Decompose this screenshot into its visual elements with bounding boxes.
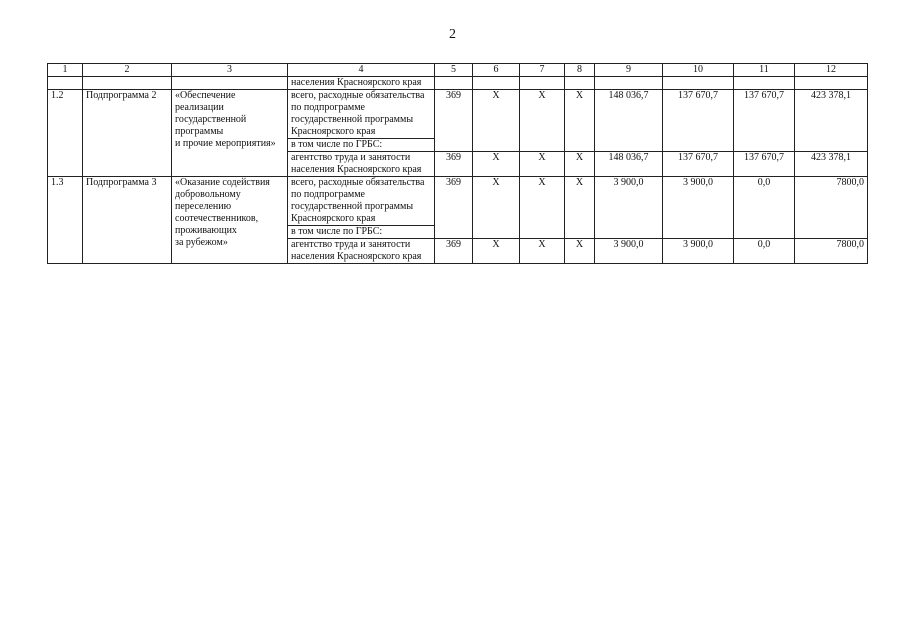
- value-cell: Х: [565, 152, 595, 177]
- continuation-text: населения Красноярского края: [288, 77, 435, 90]
- header-cell: 10: [663, 64, 734, 77]
- header-cell: 12: [795, 64, 868, 77]
- header-cell: 4: [288, 64, 435, 77]
- header-cell: 6: [473, 64, 520, 77]
- value-cell: Х: [565, 177, 595, 239]
- header-cell: 2: [83, 64, 172, 77]
- value-cell: 3 900,0: [663, 239, 734, 264]
- value-cell: Х: [520, 152, 565, 177]
- value-cell: Х: [473, 152, 520, 177]
- value-cell: Х: [473, 239, 520, 264]
- value-cell: 148 036,7: [595, 152, 663, 177]
- header-cell: 1: [48, 64, 83, 77]
- value-cell: Х: [520, 90, 565, 152]
- value-cell: 423 378,1: [795, 152, 868, 177]
- total-label: всего, расходные обязательства по подпрограмме государственной программы Красноярского края: [288, 90, 435, 139]
- value-cell: 137 670,7: [663, 90, 734, 152]
- row-number: 1.3: [48, 177, 83, 264]
- value-cell: 7800,0: [795, 177, 868, 239]
- continuation-row: [48, 77, 868, 90]
- value-cell: 369: [435, 239, 473, 264]
- header-row: [48, 64, 868, 77]
- grbs-label: в том числе по ГРБС:: [288, 226, 435, 239]
- table-row: [48, 90, 868, 139]
- total-label: всего, расходные обязательства по подпрограмме государственной программы Красноярского края: [288, 177, 435, 226]
- value-cell: 7800,0: [795, 239, 868, 264]
- value-cell: 0,0: [734, 177, 795, 239]
- value-cell: Х: [520, 239, 565, 264]
- value-cell: Х: [473, 90, 520, 152]
- value-cell: 148 036,7: [595, 90, 663, 152]
- value-cell: 3 900,0: [663, 177, 734, 239]
- header-cell: 7: [520, 64, 565, 77]
- page-number: 2: [449, 27, 456, 42]
- header-cell: 3: [172, 64, 288, 77]
- value-cell: 137 670,7: [734, 152, 795, 177]
- value-cell: 369: [435, 90, 473, 152]
- budget-table: [47, 63, 868, 264]
- grbs-label: в том числе по ГРБС:: [288, 139, 435, 152]
- value-cell: 423 378,1: [795, 90, 868, 152]
- subprogram-name: Подпрограмма 3: [83, 177, 172, 264]
- header-cell: 8: [565, 64, 595, 77]
- table-row: [48, 177, 868, 226]
- subprogram-name: Подпрограмма 2: [83, 90, 172, 177]
- row-number: 1.2: [48, 90, 83, 177]
- value-cell: Х: [520, 177, 565, 239]
- subprogram-title: «Обеспечение реализации государственной программы и прочие мероприятия»: [172, 90, 288, 177]
- header-cell: 11: [734, 64, 795, 77]
- value-cell: 369: [435, 152, 473, 177]
- subprogram-title: «Оказание содействия добровольному переселению соотечественников, проживающих за рубежом»: [172, 177, 288, 264]
- value-cell: 137 670,7: [663, 152, 734, 177]
- agency-label: агентство труда и занятости населения Красноярского края: [288, 152, 435, 177]
- value-cell: Х: [565, 239, 595, 264]
- header-cell: 9: [595, 64, 663, 77]
- header-cell: 5: [435, 64, 473, 77]
- value-cell: 369: [435, 177, 473, 239]
- value-cell: 3 900,0: [595, 177, 663, 239]
- value-cell: 3 900,0: [595, 239, 663, 264]
- agency-label: агентство труда и занятости населения Красноярского края: [288, 239, 435, 264]
- value-cell: 137 670,7: [734, 90, 795, 152]
- value-cell: Х: [565, 90, 595, 152]
- value-cell: Х: [473, 177, 520, 239]
- value-cell: 0,0: [734, 239, 795, 264]
